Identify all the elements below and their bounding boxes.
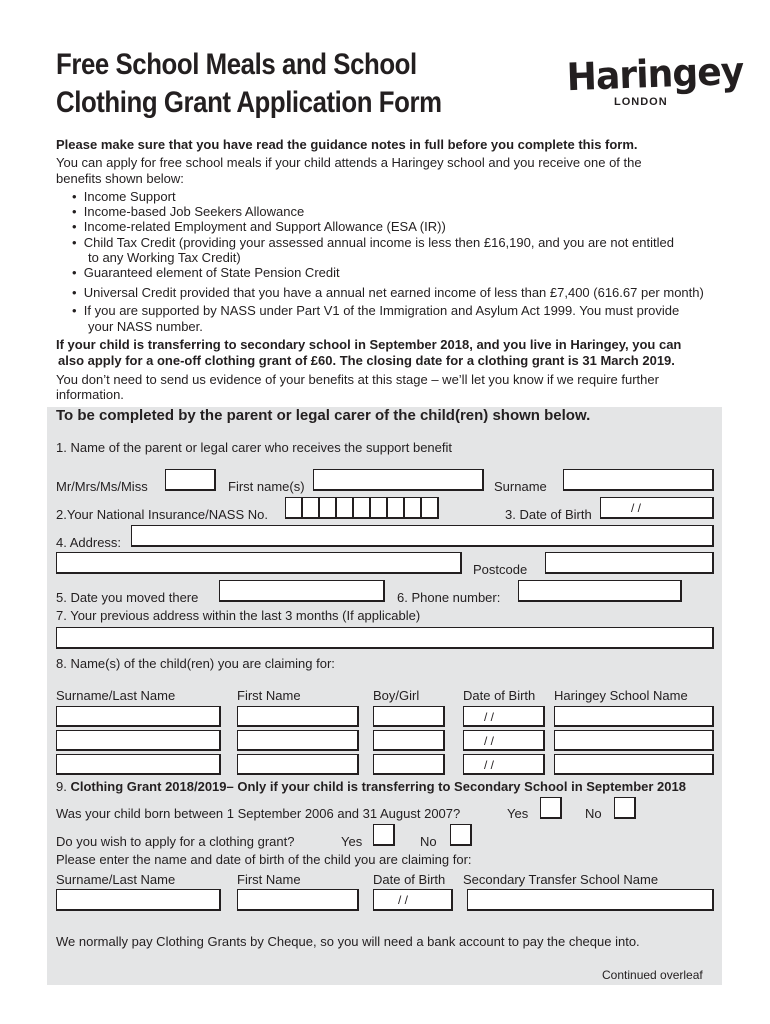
evidence-note: You don’t need to send us evidence of your benefits at this stage – we’ll let you know if we require further xyxy=(56,372,659,387)
grant-col-school: Secondary Transfer School Name xyxy=(463,872,659,887)
ni-digit-box[interactable] xyxy=(336,497,354,519)
child-gender-field[interactable] xyxy=(373,730,445,751)
benefit-item: • Income-related Employment and Support Allowance (ESA (IR)) xyxy=(72,219,446,234)
continued-overleaf: Continued overleaf xyxy=(602,968,703,982)
title-label: Mr/Mrs/Ms/Miss xyxy=(56,479,148,494)
title-field[interactable] xyxy=(165,469,216,491)
address-field-1[interactable] xyxy=(131,525,714,547)
ni-digit-box[interactable] xyxy=(404,497,422,519)
grant-col-first-name: First Name xyxy=(237,872,301,887)
q9-label: 9. Clothing Grant 2018/2019– Only if your child is transferring to Secondary School in September 2018 xyxy=(56,779,686,794)
enter-child-label: Please enter the name and date of birth of the child you are claiming for: xyxy=(56,852,472,867)
q1-label: 1. Name of the parent or legal carer who receives the support benefit xyxy=(56,440,452,455)
first-name-label: First name(s) xyxy=(228,479,305,494)
benefit-item: • Income Support xyxy=(72,189,176,204)
date-separators: / / xyxy=(631,501,642,515)
grant-surname-field[interactable] xyxy=(56,889,221,911)
dob-label: 3. Date of Birth xyxy=(505,507,592,522)
transfer-note: also apply for a one-off clothing grant of £60. The closing date for a clothing grant is 31 March 2019. xyxy=(58,353,675,368)
surname-field[interactable] xyxy=(563,469,714,491)
first-name-field[interactable] xyxy=(313,469,484,491)
col-gender: Boy/Girl xyxy=(373,688,420,703)
child-dob-field[interactable] xyxy=(463,730,545,751)
child-school-field[interactable] xyxy=(554,730,714,751)
surname-label: Surname xyxy=(494,479,547,494)
grant-col-surname: Surname/Last Name xyxy=(56,872,176,887)
child-first-name-field[interactable] xyxy=(237,730,359,751)
benefit-item-cont: your NASS number. xyxy=(88,319,203,334)
postcode-field[interactable] xyxy=(545,552,714,574)
ni-digit-box[interactable] xyxy=(353,497,371,519)
benefit-item-cont: to any Working Tax Credit) xyxy=(88,250,241,265)
born-no-label: No xyxy=(585,806,602,821)
child-gender-field[interactable] xyxy=(373,754,445,775)
col-surname: Surname/Last Name xyxy=(56,688,176,703)
ni-digit-box[interactable] xyxy=(285,497,303,519)
col-school: Haringey School Name xyxy=(554,688,688,703)
date-separators: / / xyxy=(484,710,495,724)
child-gender-field[interactable] xyxy=(373,706,445,727)
born-question: Was your child born between 1 September 2006 and 31 August 2007? xyxy=(56,806,461,821)
apply-no-checkbox[interactable] xyxy=(450,824,472,846)
evidence-note: information. xyxy=(56,387,124,402)
form-heading: To be completed by the parent or legal carer of the child(ren) shown below. xyxy=(56,407,591,424)
born-no-checkbox[interactable] xyxy=(614,797,636,819)
benefit-item: • Guaranteed element of State Pension Credit xyxy=(72,265,340,280)
transfer-note: If your child is transferring to secondary school in September 2018, and you live in Haringey, you can xyxy=(56,337,682,352)
born-yes-checkbox[interactable] xyxy=(540,797,562,819)
date-moved-field[interactable] xyxy=(219,580,385,602)
page-title: Free School Meals and School xyxy=(56,48,417,81)
date-moved-label: 5. Date you moved there xyxy=(56,590,199,605)
guidance-note: Please make sure that you have read the guidance notes in full before you complete this form. xyxy=(56,137,638,152)
child-surname-field[interactable] xyxy=(56,730,221,751)
child-surname-field[interactable] xyxy=(56,754,221,775)
previous-address-label: 7. Your previous address within the last 3 months (If applicable) xyxy=(56,608,421,623)
postcode-label: Postcode xyxy=(473,562,528,577)
page-title-line2: Clothing Grant Application Form xyxy=(56,86,442,119)
phone-field[interactable] xyxy=(518,580,682,602)
child-dob-field[interactable] xyxy=(463,754,545,775)
dob-field[interactable] xyxy=(600,497,714,519)
date-separators: / / xyxy=(484,758,495,772)
col-dob: Date of Birth xyxy=(463,688,536,703)
address-label: 4. Address: xyxy=(56,535,122,550)
grant-school-field[interactable] xyxy=(467,889,714,911)
address-field-2[interactable] xyxy=(56,552,462,574)
ni-digit-box[interactable] xyxy=(387,497,405,519)
haringey-logo: Haringey xyxy=(565,48,745,100)
date-separators: / / xyxy=(398,893,409,907)
logo-subtitle: LONDON xyxy=(614,96,668,108)
benefit-item: • Child Tax Credit (providing your assessed annual income is less then £16,190, and you are not entitled xyxy=(72,235,674,250)
apply-yes-checkbox[interactable] xyxy=(373,824,395,846)
q8-label: 8. Name(s) of the child(ren) you are claiming for: xyxy=(56,656,335,671)
benefit-item: • If you are supported by NASS under Part V1 of the Immigration and Asylum Act 1999. You must provide xyxy=(72,303,680,318)
child-first-name-field[interactable] xyxy=(237,754,359,775)
child-first-name-field[interactable] xyxy=(237,706,359,727)
grant-col-dob: Date of Birth xyxy=(373,872,446,887)
child-surname-field[interactable] xyxy=(56,706,221,727)
born-yes-label: Yes xyxy=(507,806,529,821)
date-separators: / / xyxy=(484,734,495,748)
apply-question: Do you wish to apply for a clothing grant? xyxy=(56,834,295,849)
previous-address-field[interactable] xyxy=(56,627,714,649)
child-school-field[interactable] xyxy=(554,706,714,727)
intro-text: You can apply for free school meals if your child attends a Haringey school and you receive one of the xyxy=(56,155,642,170)
ni-digit-box[interactable] xyxy=(319,497,337,519)
ni-digit-box[interactable] xyxy=(370,497,388,519)
col-first-name: First Name xyxy=(237,688,301,703)
ni-digit-box[interactable] xyxy=(421,497,439,519)
ni-digit-box[interactable] xyxy=(302,497,320,519)
intro-text: benefits shown below: xyxy=(56,171,184,186)
grant-dob-field[interactable] xyxy=(373,889,453,911)
grant-first-name-field[interactable] xyxy=(237,889,359,911)
apply-yes-label: Yes xyxy=(341,834,363,849)
cheque-note: We normally pay Clothing Grants by Cheque, so you will need a bank account to pay the cheque into. xyxy=(56,934,640,949)
benefit-item: • Universal Credit provided that you have a annual net earned income of less than £7,400 (616.67 per month) xyxy=(72,285,704,300)
child-dob-field[interactable] xyxy=(463,706,545,727)
child-school-field[interactable] xyxy=(554,754,714,775)
benefit-item: • Income-based Job Seekers Allowance xyxy=(72,204,305,219)
apply-no-label: No xyxy=(420,834,437,849)
ni-label: 2.Your National Insurance/NASS No. xyxy=(56,507,268,522)
phone-label: 6. Phone number: xyxy=(397,590,501,605)
